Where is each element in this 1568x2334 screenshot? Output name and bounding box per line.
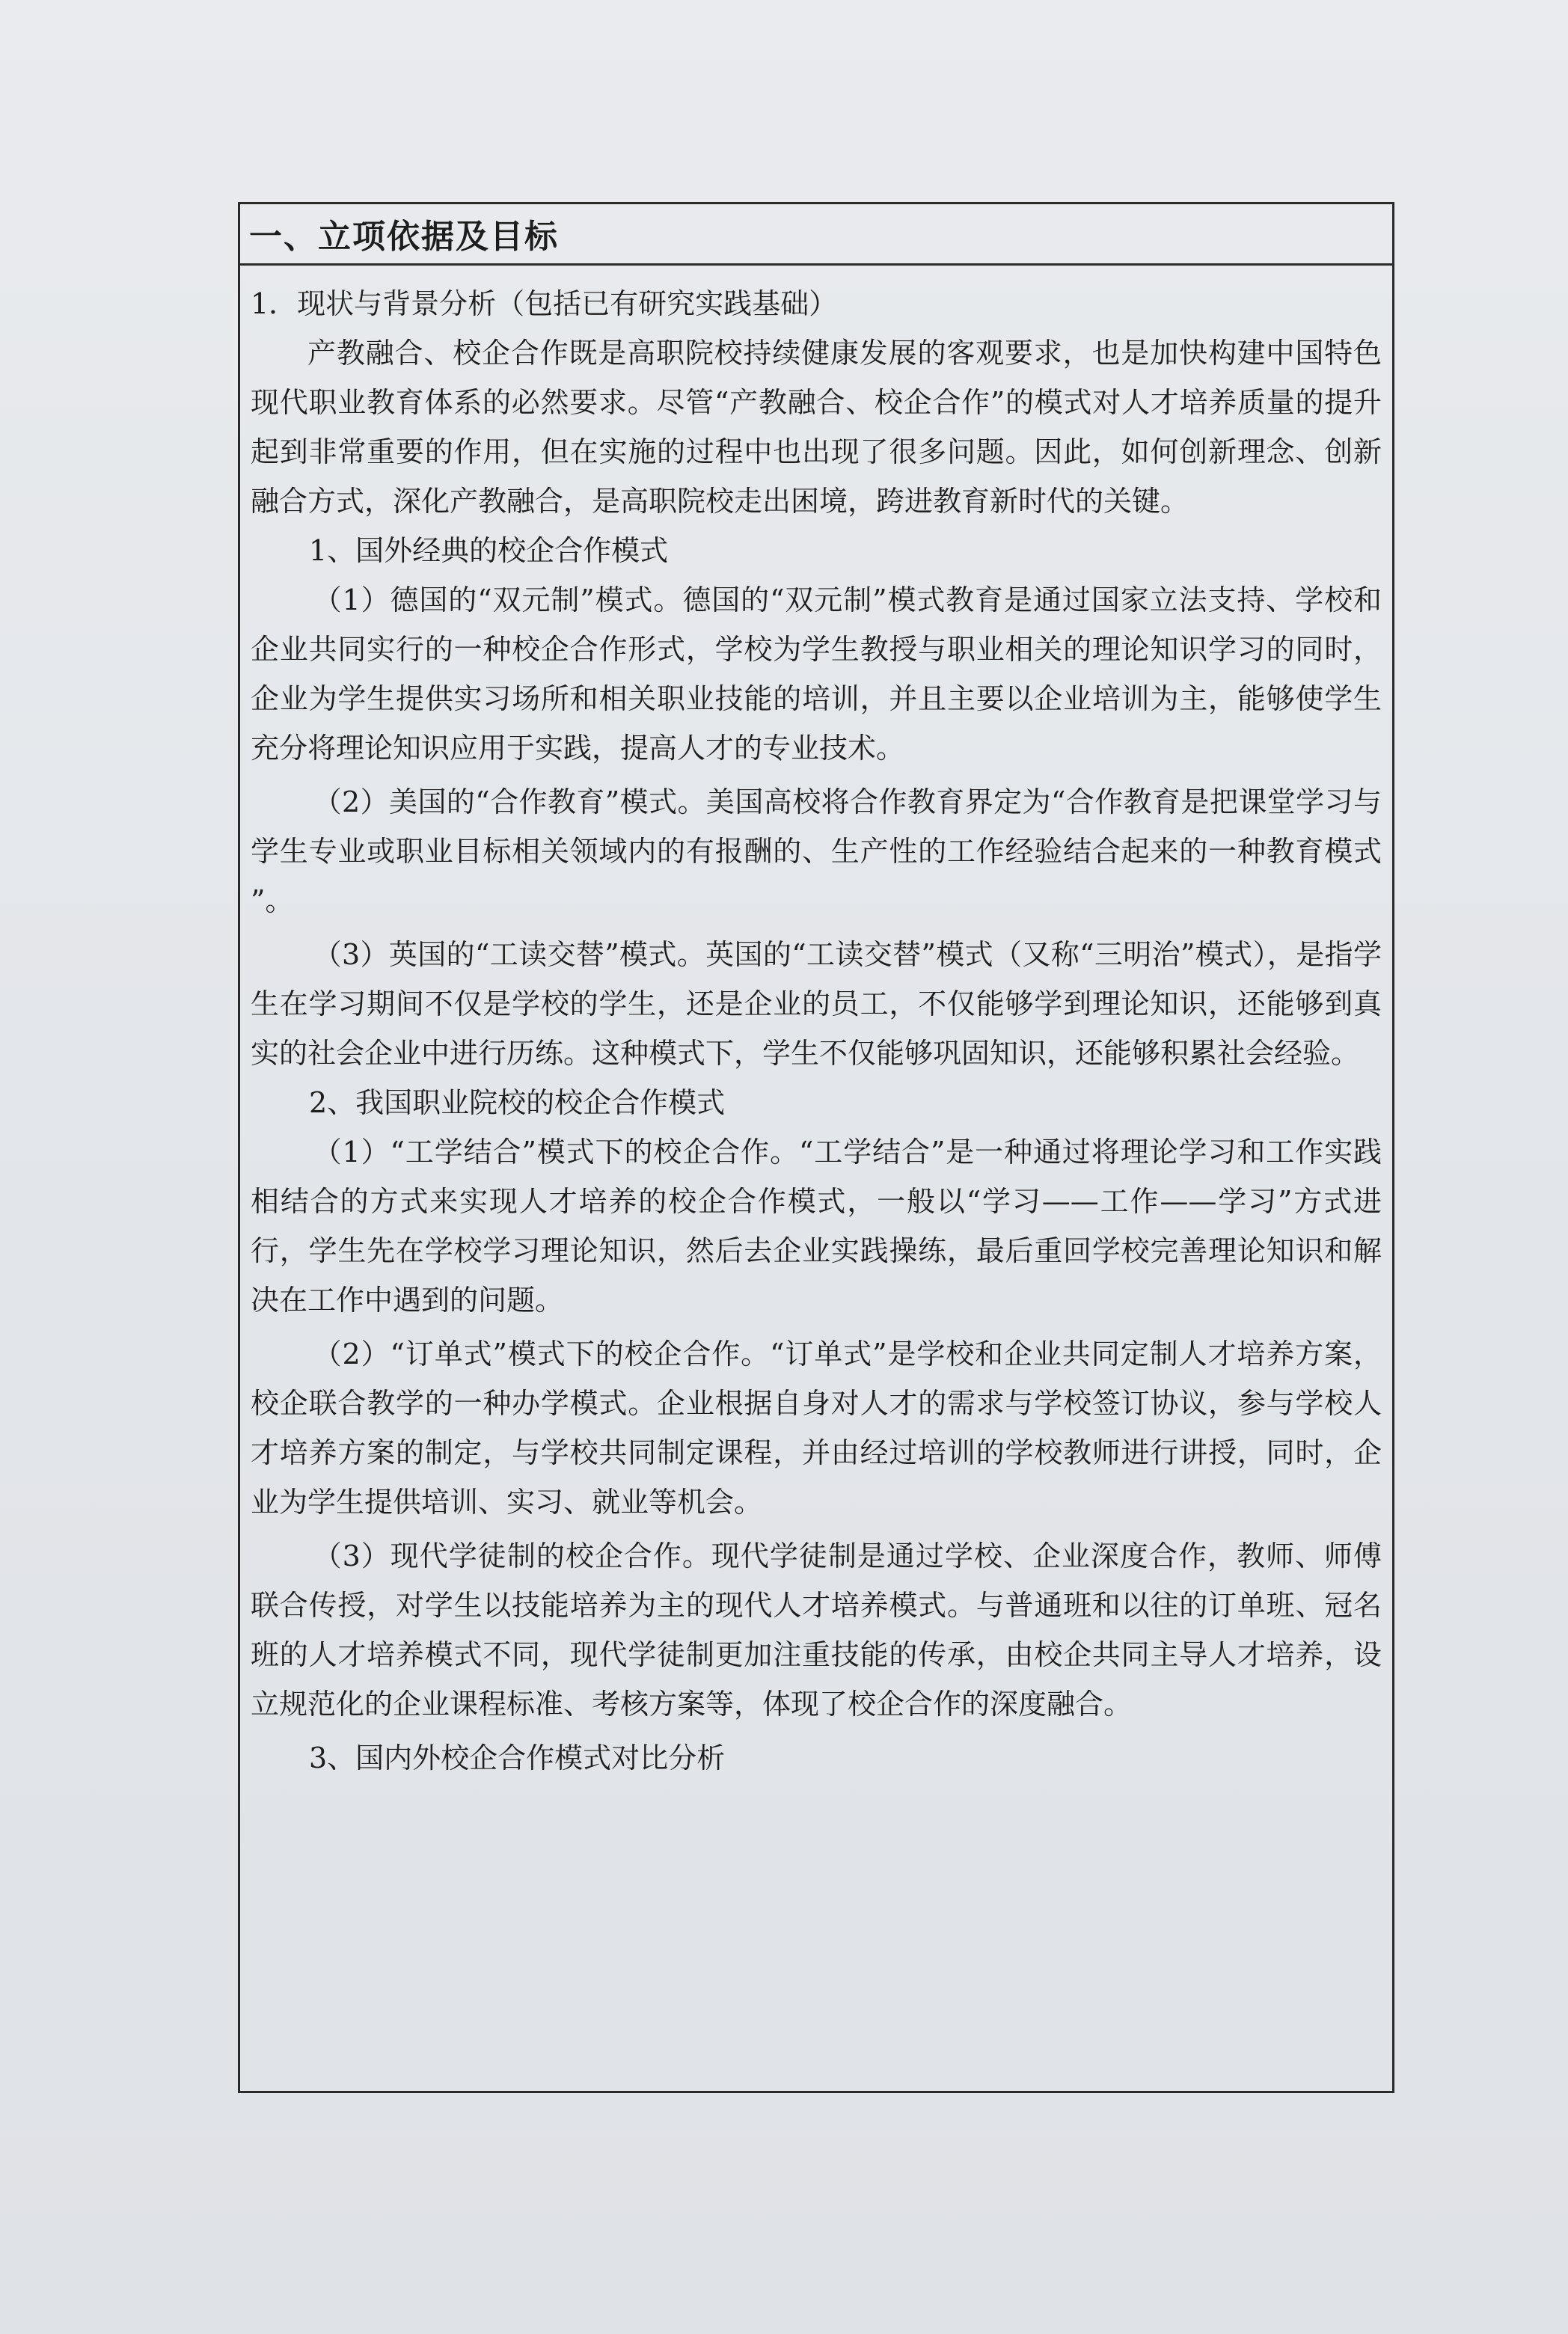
background-subheading: 1．现状与背景分析（包括已有研究实践基础）	[251, 287, 838, 320]
section-content	[240, 266, 1392, 1783]
foreign-model-usa: （2）美国的“合作教育”模式。美国高校将合作教育界定为“合作教育是把课堂学习与学生专业或职业目标相关领域内的有报酬的、生产性的工作经验结合起来的一种教育模式 ”。	[251, 785, 1382, 917]
foreign-model-uk: （3）英国的“工读交替”模式。英国的“工读交替”模式（又称“三明治”模式），是指学生在学习期间不仅是学校的学生，还是企业的员工，不仅能够学到理论知识，还能够到真实的社会企业中进行历练。这种模式下，学生不仅能够巩固知识，还能够积累社会经验。	[251, 938, 1382, 1070]
comparison-heading: 3、国内外校企合作模式对比分析	[309, 1742, 726, 1774]
section-title: 一、立项依据及目标	[240, 204, 1392, 266]
domestic-models-heading: 2、我国职业院校的校企合作模式	[309, 1086, 726, 1119]
foreign-models-heading: 1、国外经典的校企合作模式	[309, 534, 669, 567]
form-table	[238, 202, 1394, 2093]
domestic-model-work-study: （1）“工学结合”模式下的校企合作。“工学结合”是一种通过将理论学习和工作实践相结合的方式来实现人才培养的校企合作模式，一般以“学习——工作——学习”方式进行，学生先在学校学习理论知识，然后去企业实践操练，最后重回学校完善理论知识和解决在工作中遇到的问题。	[251, 1136, 1382, 1317]
domestic-model-apprenticeship: （3）现代学徒制的校企合作。现代学徒制是通过学校、企业深度合作，教师、师傅联合传授，对学生以技能培养为主的现代人才培养模式。与普通班和以往的订单班、冠名班的人才培养模式不同，现代学徒制更加注重技能的传承，由校企共同主导人才培养，设立规范化的企业课程标准、考核方案等，体现了校企合作的深度融合。	[251, 1540, 1382, 1721]
domestic-model-order: （2）“订单式”模式下的校企合作。“订单式”是学校和企业共同定制人才培养方案，校企联合教学的一种办学模式。企业根据自身对人才的需求与学校签订协议，参与学校人才培养方案的制定，与学校共同制定课程，并由经过培训的学校教师进行讲授，同时，企业为学生提供培训、实习、就业等机会。	[251, 1338, 1382, 1519]
intro-paragraph: 产教融合、校企合作既是高职院校持续健康发展的客观要求，也是加快构建中国特色现代职业教育体系的必然要求。尽管“产教融合、校企合作”的模式对人才培养质量的提升起到非常重要的作用，但在实施的过程中也出现了很多问题。因此，如何创新理念、创新融合方式，深化产教融合，是高职院校走出困境，跨进教育新时代的关键。	[251, 337, 1382, 518]
foreign-model-germany: （1）德国的“双元制”模式。德国的“双元制”模式教育是通过国家立法支持、学校和企业共同实行的一种校企合作形式，学校为学生教授与职业相关的理论知识学习的同时，企业为学生提供实习场所和相关职业技能的培训，并且主要以企业培训为主，能够使学生充分将理论知识应用于实践，提高人才的专业技术。	[251, 584, 1382, 765]
